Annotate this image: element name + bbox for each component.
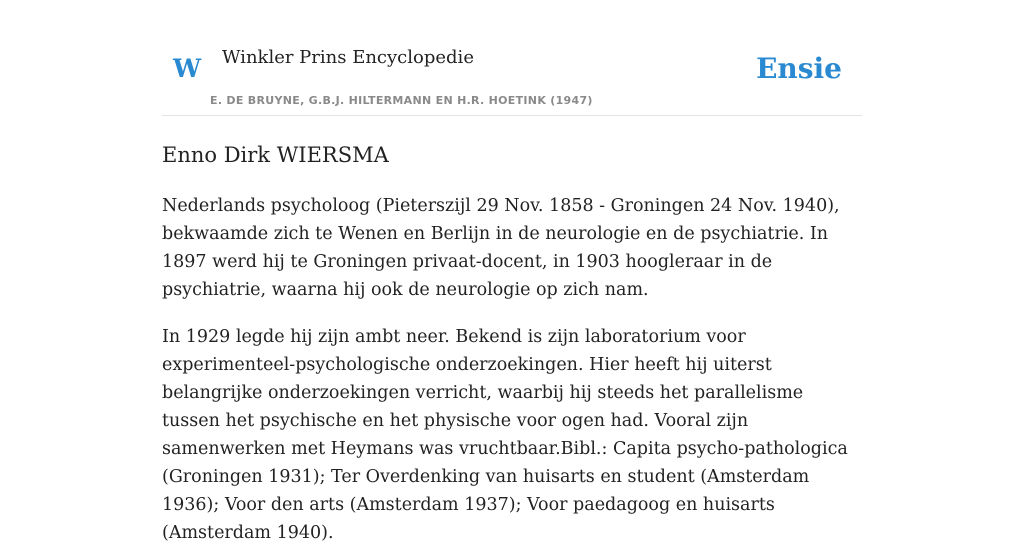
source-header (162, 0, 862, 116)
article-body (162, 192, 862, 547)
article-paragraph: Nederlands psycholoog (Pieterszijl 29 Nov. 1858 - Groningen 24 Nov. 1940), bekwaamde zich te Wenen en Berlijn in de neurologie en de psychiatrie. In 1897 werd hij te Groningen privaat-docent, in 1903 hoogleraar in de psychiatrie, waarna hij ook de neurologie op zich nam. (162, 196, 840, 300)
source-title: Winkler Prins Encyclopedie (222, 47, 474, 68)
source-authors: E. DE BRUYNE, G.B.J. HILTERMANN EN H.R. HOETINK (1947) (210, 94, 593, 107)
ensie-logo-link[interactable]: Ensie (756, 52, 842, 85)
source-logo: W (173, 54, 202, 83)
article-paragraph: In 1929 legde hij zijn ambt neer. Bekend is zijn laboratorium voor experimenteel-psychologische onderzoekingen. Hier heeft hij uiterst belangrijke onderzoekingen verricht, waarbij hij steeds het parallelisme tussen het psychische en het physische voor ogen had. Vooral zijn samenwerken met Heymans was vruchtbaar.Bibl.: Capita psycho-pathologica (Groningen 1931); Ter Overdenking van huisarts en student (Amsterdam 1936); Voor den arts (Amsterdam 1937); Voor paedagoog en huisarts (Amsterdam 1940). (162, 327, 848, 543)
article-title: Enno Dirk WIERSMA (162, 143, 389, 167)
content-container (162, 0, 862, 547)
